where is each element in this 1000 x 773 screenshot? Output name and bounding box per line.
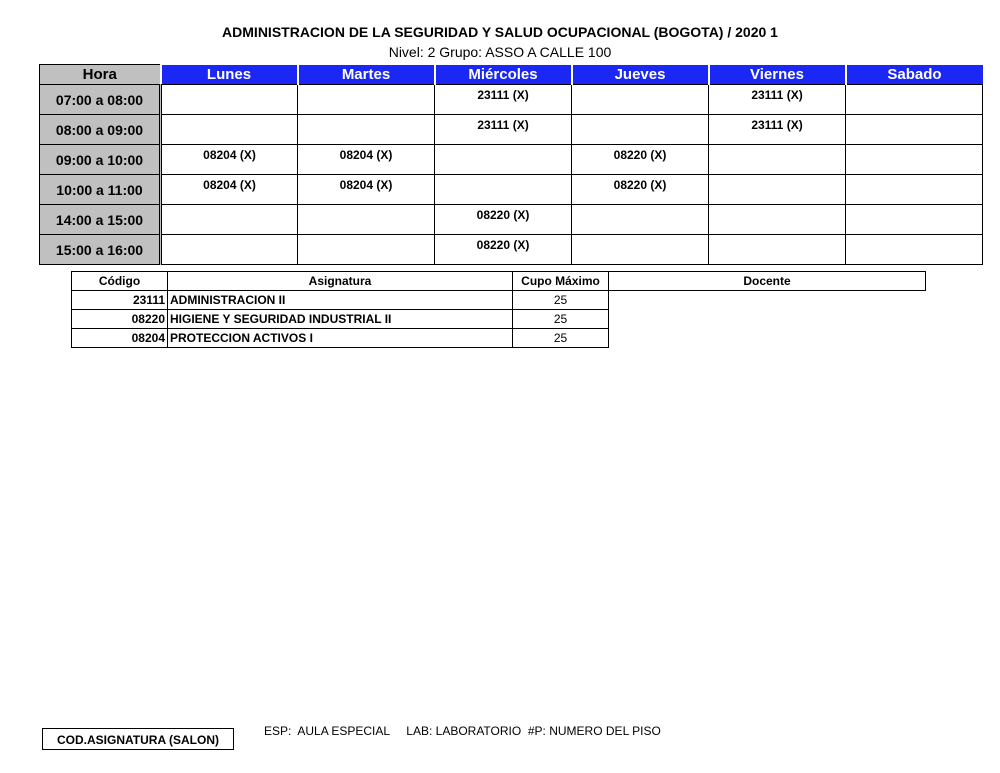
- schedule-cell: [846, 205, 983, 235]
- course-entry: 08204 (X): [339, 148, 393, 162]
- time-slot: 10:00 a 11:00: [40, 175, 161, 205]
- legend-text: ESP: AULA ESPECIAL LAB: LABORATORIO #P: NUMERO DEL PISO: [264, 724, 661, 738]
- subject-row: [72, 291, 926, 310]
- subject-cupo: 25: [513, 291, 609, 310]
- cupo-header: Cupo Máximo: [513, 272, 609, 291]
- subject-docente: [609, 291, 926, 310]
- schedule-cell: [846, 175, 983, 205]
- legend-box: COD.ASIGNATURA (SALON): [42, 728, 234, 750]
- schedule-cell: [298, 145, 435, 175]
- schedule-cell: [572, 85, 709, 115]
- hora-header: Hora: [40, 65, 161, 85]
- schedule-cell: [161, 175, 298, 205]
- schedule-cell: [709, 235, 846, 265]
- subject-name: HIGIENE Y SEGURIDAD INDUSTRIAL II: [168, 310, 513, 329]
- page-title: ADMINISTRACION DE LA SEGURIDAD Y SALUD OCUPACIONAL (BOGOTA) / 2020 1: [222, 24, 778, 40]
- course-entry: 23111 (X): [477, 88, 529, 102]
- schedule-cell: [846, 235, 983, 265]
- schedule-row: [40, 115, 983, 145]
- subjects-table: [71, 271, 926, 348]
- schedule-cell: [709, 115, 846, 145]
- schedule-grid: [39, 64, 983, 265]
- course-entry: 23111 (X): [751, 118, 803, 132]
- schedule-cell: [709, 145, 846, 175]
- schedule-cell: [572, 115, 709, 145]
- schedule-cell: [161, 235, 298, 265]
- schedule-cell: [435, 205, 572, 235]
- subject-row: [72, 329, 926, 348]
- subject-cupo: 25: [513, 310, 609, 329]
- subject-name: ADMINISTRACION II: [168, 291, 513, 310]
- schedule-cell: [161, 85, 298, 115]
- docente-header: Docente: [609, 272, 926, 291]
- subject-docente: [609, 310, 926, 329]
- course-entry: 23111 (X): [751, 88, 803, 102]
- schedule-cell: [435, 115, 572, 145]
- time-slot: 08:00 a 09:00: [40, 115, 161, 145]
- subject-name: PROTECCION ACTIVOS I: [168, 329, 513, 348]
- schedule-row: [40, 205, 983, 235]
- schedule-cell: [572, 235, 709, 265]
- schedule-cell: [846, 145, 983, 175]
- schedule-cell: [435, 85, 572, 115]
- schedule-cell: [298, 175, 435, 205]
- schedule-row: [40, 235, 983, 265]
- schedule-row: [40, 85, 983, 115]
- day-header-sabado: Sabado: [846, 65, 983, 85]
- time-slot: 15:00 a 16:00: [40, 235, 161, 265]
- page-subtitle: Nivel: 2 Grupo: ASSO A CALLE 100: [388, 44, 612, 60]
- time-slot: 14:00 a 15:00: [40, 205, 161, 235]
- course-entry: 08204 (X): [203, 178, 256, 192]
- course-entry: 08204 (X): [339, 178, 393, 192]
- day-header-jueves: Jueves: [572, 65, 709, 85]
- course-entry: 08220 (X): [613, 148, 667, 162]
- course-entry: 08204 (X): [203, 148, 256, 162]
- subject-code: 08204: [72, 329, 168, 348]
- subject-cupo: 25: [513, 329, 609, 348]
- time-slot: 07:00 a 08:00: [40, 85, 161, 115]
- schedule-cell: [298, 115, 435, 145]
- schedule-row: [40, 145, 983, 175]
- schedule-cell: [298, 235, 435, 265]
- course-entry: 08220 (X): [613, 178, 667, 192]
- day-header-miercoles: Miércoles: [435, 65, 572, 85]
- schedule-cell: [846, 85, 983, 115]
- course-entry: 08220 (X): [476, 238, 530, 252]
- schedule-cell: [572, 175, 709, 205]
- schedule-cell: [161, 145, 298, 175]
- time-slot: 09:00 a 10:00: [40, 145, 161, 175]
- schedule-cell: [298, 85, 435, 115]
- schedule-cell: [161, 205, 298, 235]
- subject-code: 23111: [72, 291, 168, 310]
- schedule-cell: [709, 175, 846, 205]
- subject-docente: [609, 329, 926, 348]
- schedule-row: [40, 175, 983, 205]
- day-header-lunes: Lunes: [161, 65, 298, 85]
- schedule-cell: [709, 85, 846, 115]
- subject-header: Asignatura: [168, 272, 513, 291]
- schedule-cell: [435, 235, 572, 265]
- schedule-cell: [572, 145, 709, 175]
- course-entry: 23111 (X): [477, 118, 529, 132]
- course-entry: 08220 (X): [476, 208, 530, 222]
- schedule-cell: [846, 115, 983, 145]
- schedule-cell: [709, 205, 846, 235]
- subject-code: 08220: [72, 310, 168, 329]
- code-header: Código: [72, 272, 168, 291]
- schedule-header-row: [40, 65, 983, 85]
- schedule-cell: [435, 145, 572, 175]
- schedule-cell: [572, 205, 709, 235]
- schedule-cell: [435, 175, 572, 205]
- schedule-cell: [161, 115, 298, 145]
- subject-row: [72, 310, 926, 329]
- subjects-header-row: [72, 272, 926, 291]
- day-header-martes: Martes: [298, 65, 435, 85]
- schedule-cell: [298, 205, 435, 235]
- day-header-viernes: Viernes: [709, 65, 846, 85]
